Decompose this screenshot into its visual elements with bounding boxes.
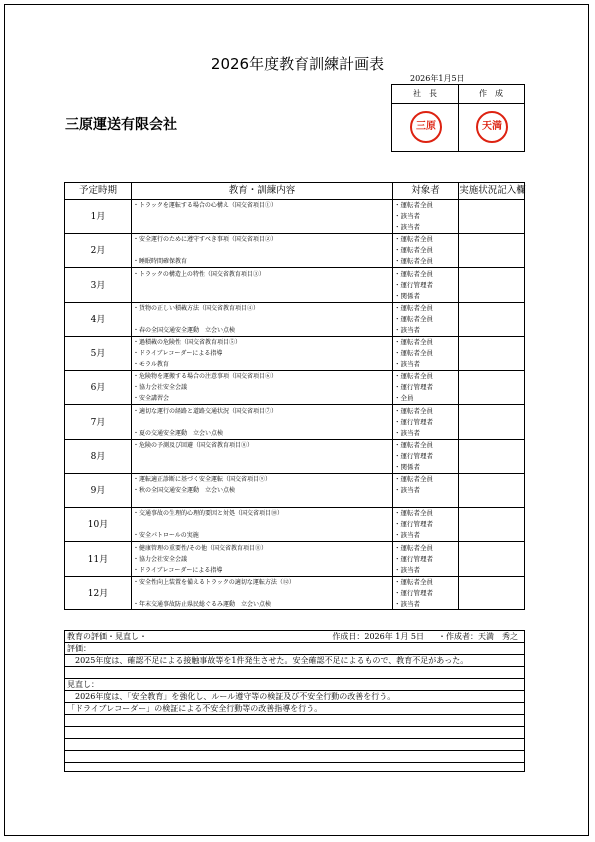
target-item: ・運転者全員 — [394, 201, 433, 209]
table-header — [65, 183, 524, 200]
content-item: ・危険物を運搬する場合の注意事項（国交省項目⑥） — [133, 373, 278, 381]
plan-row — [65, 508, 524, 542]
plan-row — [65, 440, 524, 474]
plan-content — [133, 474, 391, 508]
plan-content — [133, 543, 391, 577]
content-item: ・安全講習会 — [133, 395, 170, 403]
plan-targets — [394, 200, 456, 234]
plan-content — [133, 508, 391, 542]
eval-text: 2025年度は、確認不足による接触事故等を1件発生させた。安全確認不足によるもので、教育不足があった。 — [65, 655, 524, 667]
blank-line — [65, 739, 524, 751]
content-item: ・トラックの構造上の特性（国交省教育項目③） — [133, 270, 265, 278]
record-cell[interactable] — [459, 474, 525, 508]
evaluation-section — [64, 630, 525, 772]
plan-row — [65, 303, 524, 337]
plan-targets — [394, 474, 456, 508]
target-item: ・運転者全員 — [394, 257, 433, 266]
record-cell[interactable] — [459, 269, 525, 303]
target-item: ・関係者 — [394, 462, 420, 471]
document-date: 2026年1月5日 — [410, 74, 465, 83]
plan-month: 10月 — [87, 520, 109, 531]
plan-content — [133, 337, 391, 371]
president-label: 社 長 — [392, 85, 458, 104]
header-content: 教育・訓練内容 — [228, 185, 296, 196]
content-item: ・春の全国交通安全運動 立会い点検 — [133, 326, 236, 334]
plan-targets — [394, 269, 456, 303]
content-item: ・危険の予測及び回避（国交省教育項目⑧） — [133, 441, 254, 449]
content-item: ・協力会社安全会議 — [133, 384, 188, 392]
record-cell[interactable] — [459, 440, 525, 474]
record-cell[interactable] — [459, 234, 525, 268]
plan-month: 12月 — [87, 588, 109, 599]
target-item: ・運行管理者 — [394, 451, 433, 460]
record-cell[interactable] — [459, 371, 525, 405]
plan-row — [65, 200, 524, 234]
target-item: ・該当者 — [394, 531, 420, 540]
plan-targets — [394, 543, 456, 577]
plan-content — [133, 269, 391, 303]
plan-month: 7月 — [90, 417, 106, 428]
plan-targets — [394, 337, 456, 371]
content-item: ・ドライブレコーダーによる指導 — [133, 350, 223, 357]
target-item: ・運転者全員 — [394, 246, 433, 255]
target-item: ・運転者全員 — [394, 314, 433, 323]
content-item: ・協力会社安全会議 — [133, 555, 188, 563]
plan-content — [133, 200, 391, 234]
content-item: ・過積載の危険性（国交省教育項目⑤） — [133, 339, 242, 346]
plan-targets — [394, 303, 456, 337]
company-name: 三原運送有限会社 — [65, 117, 177, 133]
author-label: 作 成 — [458, 85, 524, 104]
plan-row — [65, 577, 524, 611]
training-plan-table — [64, 182, 525, 610]
target-item: ・関係者 — [394, 291, 420, 300]
plan-row — [65, 269, 524, 303]
target-item: ・運行管理者 — [394, 280, 433, 289]
content-item: ・交通事故の生理的心理的要因と対処（国交省項目⑩） — [133, 510, 284, 518]
content-item: ・運転適正診断に基づく安全運転（国交省項目⑨） — [133, 476, 272, 483]
target-item: ・該当者 — [394, 565, 420, 574]
content-item: ・ドライブレコーダーによる指導 — [133, 566, 223, 574]
header-record: 実施状況記入欄 — [459, 185, 526, 196]
record-cell[interactable] — [459, 543, 525, 577]
record-cell[interactable] — [459, 303, 525, 337]
evaluation-meta — [332, 631, 518, 642]
plan-targets — [394, 371, 456, 405]
plan-month: 6月 — [90, 383, 106, 394]
content-item: ・適切な運行の経路と道路交通状況（国交省項目⑦） — [133, 407, 278, 415]
blank-line — [65, 667, 524, 679]
author-name: ・作成者：天満 秀之 — [438, 632, 518, 641]
target-item: ・運転者全員 — [394, 349, 433, 357]
target-item: ・運転者全員 — [394, 303, 433, 312]
blank-line — [65, 751, 524, 763]
author-seal: 天満 — [476, 111, 508, 143]
target-item: ・該当者 — [394, 223, 420, 231]
target-item: ・運転者全員 — [394, 406, 433, 415]
content-item: ・安全性向上装置を備えるトラックの適切な運転方法（⑫） — [133, 578, 295, 586]
target-item: ・該当者 — [394, 599, 420, 608]
content-item: ・貨物の正しい積載方法（国交省教育項目④） — [133, 304, 260, 312]
plan-targets — [394, 577, 456, 611]
review-label: 見直し： — [65, 679, 524, 691]
plan-row — [65, 234, 524, 268]
target-item: ・運転者全員 — [394, 338, 433, 346]
record-cell[interactable] — [459, 337, 525, 371]
review-line-1: 2026年度は、「安全教育」を強化し、ルール遵守等の検証及び不安全行動の改善を行う。 — [65, 691, 524, 703]
plan-row — [65, 406, 524, 440]
record-cell[interactable] — [459, 200, 525, 234]
created-date: 作成日：2026年 1月 5日 — [332, 632, 424, 641]
eval-label: 評価： — [65, 643, 524, 655]
plan-targets — [394, 406, 456, 440]
target-item: ・運転者全員 — [394, 543, 433, 552]
record-cell[interactable] — [459, 406, 525, 440]
plan-month: 9月 — [90, 486, 106, 496]
plan-row — [65, 337, 524, 371]
plan-targets — [394, 508, 456, 542]
plan-month: 11月 — [87, 554, 109, 565]
content-item: ・安全パトロールの実施 — [133, 532, 199, 540]
plan-content — [133, 577, 391, 611]
target-item: ・運転者全員 — [394, 509, 433, 518]
blank-line — [65, 727, 524, 739]
author-column — [458, 85, 524, 151]
plan-month: 3月 — [90, 280, 106, 291]
president-column — [392, 85, 459, 151]
target-item: ・運行管理者 — [394, 417, 433, 426]
evaluation-heading: 教育の評価・見直し・ — [67, 632, 147, 641]
plan-content — [133, 234, 391, 268]
target-item: ・該当者 — [394, 486, 420, 494]
page-title: 2026年度教育訓練計画表 — [210, 55, 385, 73]
content-item: ・安全運行のために遵守すべき事項（国交省項目②） — [133, 236, 277, 244]
plan-content — [133, 406, 391, 440]
evaluation-header-row — [65, 631, 524, 643]
content-item: ・年末交通事故防止県民総ぐるみ運動 立会い点検 — [133, 600, 272, 608]
header-period: 予定時期 — [78, 185, 117, 196]
target-item: ・該当者 — [394, 428, 420, 437]
president-seal: 三原 — [410, 111, 442, 143]
plan-row — [65, 474, 524, 508]
target-item: ・運転者全員 — [394, 577, 433, 586]
approval-box — [391, 84, 525, 152]
target-item: ・運転者全員 — [394, 440, 433, 449]
plan-row — [65, 543, 524, 577]
plan-content — [133, 440, 391, 474]
plan-month: 5月 — [90, 349, 106, 359]
content-item: ・秋の全国交通安全運動 立会い点検 — [133, 487, 236, 494]
content-item: ・夏の交通安全運動 立会い点検 — [133, 429, 224, 437]
plan-month: 8月 — [90, 451, 106, 462]
content-item: ・トラックを運転する場合の心構え（国交省項目①） — [133, 202, 277, 209]
plan-month: 2月 — [90, 246, 106, 257]
target-item: ・運転者全員 — [394, 372, 433, 381]
target-item: ・該当者 — [394, 360, 420, 368]
plan-content — [133, 303, 391, 337]
blank-line — [65, 715, 524, 727]
header-target: 対象者 — [411, 185, 440, 196]
plan-row — [65, 371, 524, 405]
review-line-2: 「ドライブレコーダー」の検証による不安全行動等の改善指導を行う。 — [65, 703, 524, 715]
content-item: ・モラル教育 — [133, 361, 169, 368]
target-item: ・運転者全員 — [394, 235, 433, 244]
plan-month: 4月 — [90, 314, 106, 325]
target-item: ・運行管理者 — [394, 520, 433, 529]
content-item: ・睡眠時間確保教育 — [133, 258, 188, 266]
target-item: ・運行管理者 — [394, 554, 433, 563]
plan-targets — [394, 440, 456, 474]
plan-content — [133, 371, 391, 405]
record-cell[interactable] — [459, 577, 525, 611]
target-item: ・該当者 — [394, 212, 420, 220]
target-item: ・全員 — [394, 394, 414, 403]
target-item: ・運行管理者 — [394, 383, 433, 392]
target-item: ・運転者全員 — [394, 475, 433, 483]
target-item: ・該当者 — [394, 325, 420, 334]
content-item: ・健康管理の重要性/その他（国交省教育項目⑪） — [133, 544, 268, 552]
record-cell[interactable] — [459, 508, 525, 542]
target-item: ・運転者全員 — [394, 269, 433, 278]
target-item: ・運行管理者 — [394, 588, 433, 597]
plan-month: 1月 — [90, 212, 106, 222]
plan-targets — [394, 234, 456, 268]
